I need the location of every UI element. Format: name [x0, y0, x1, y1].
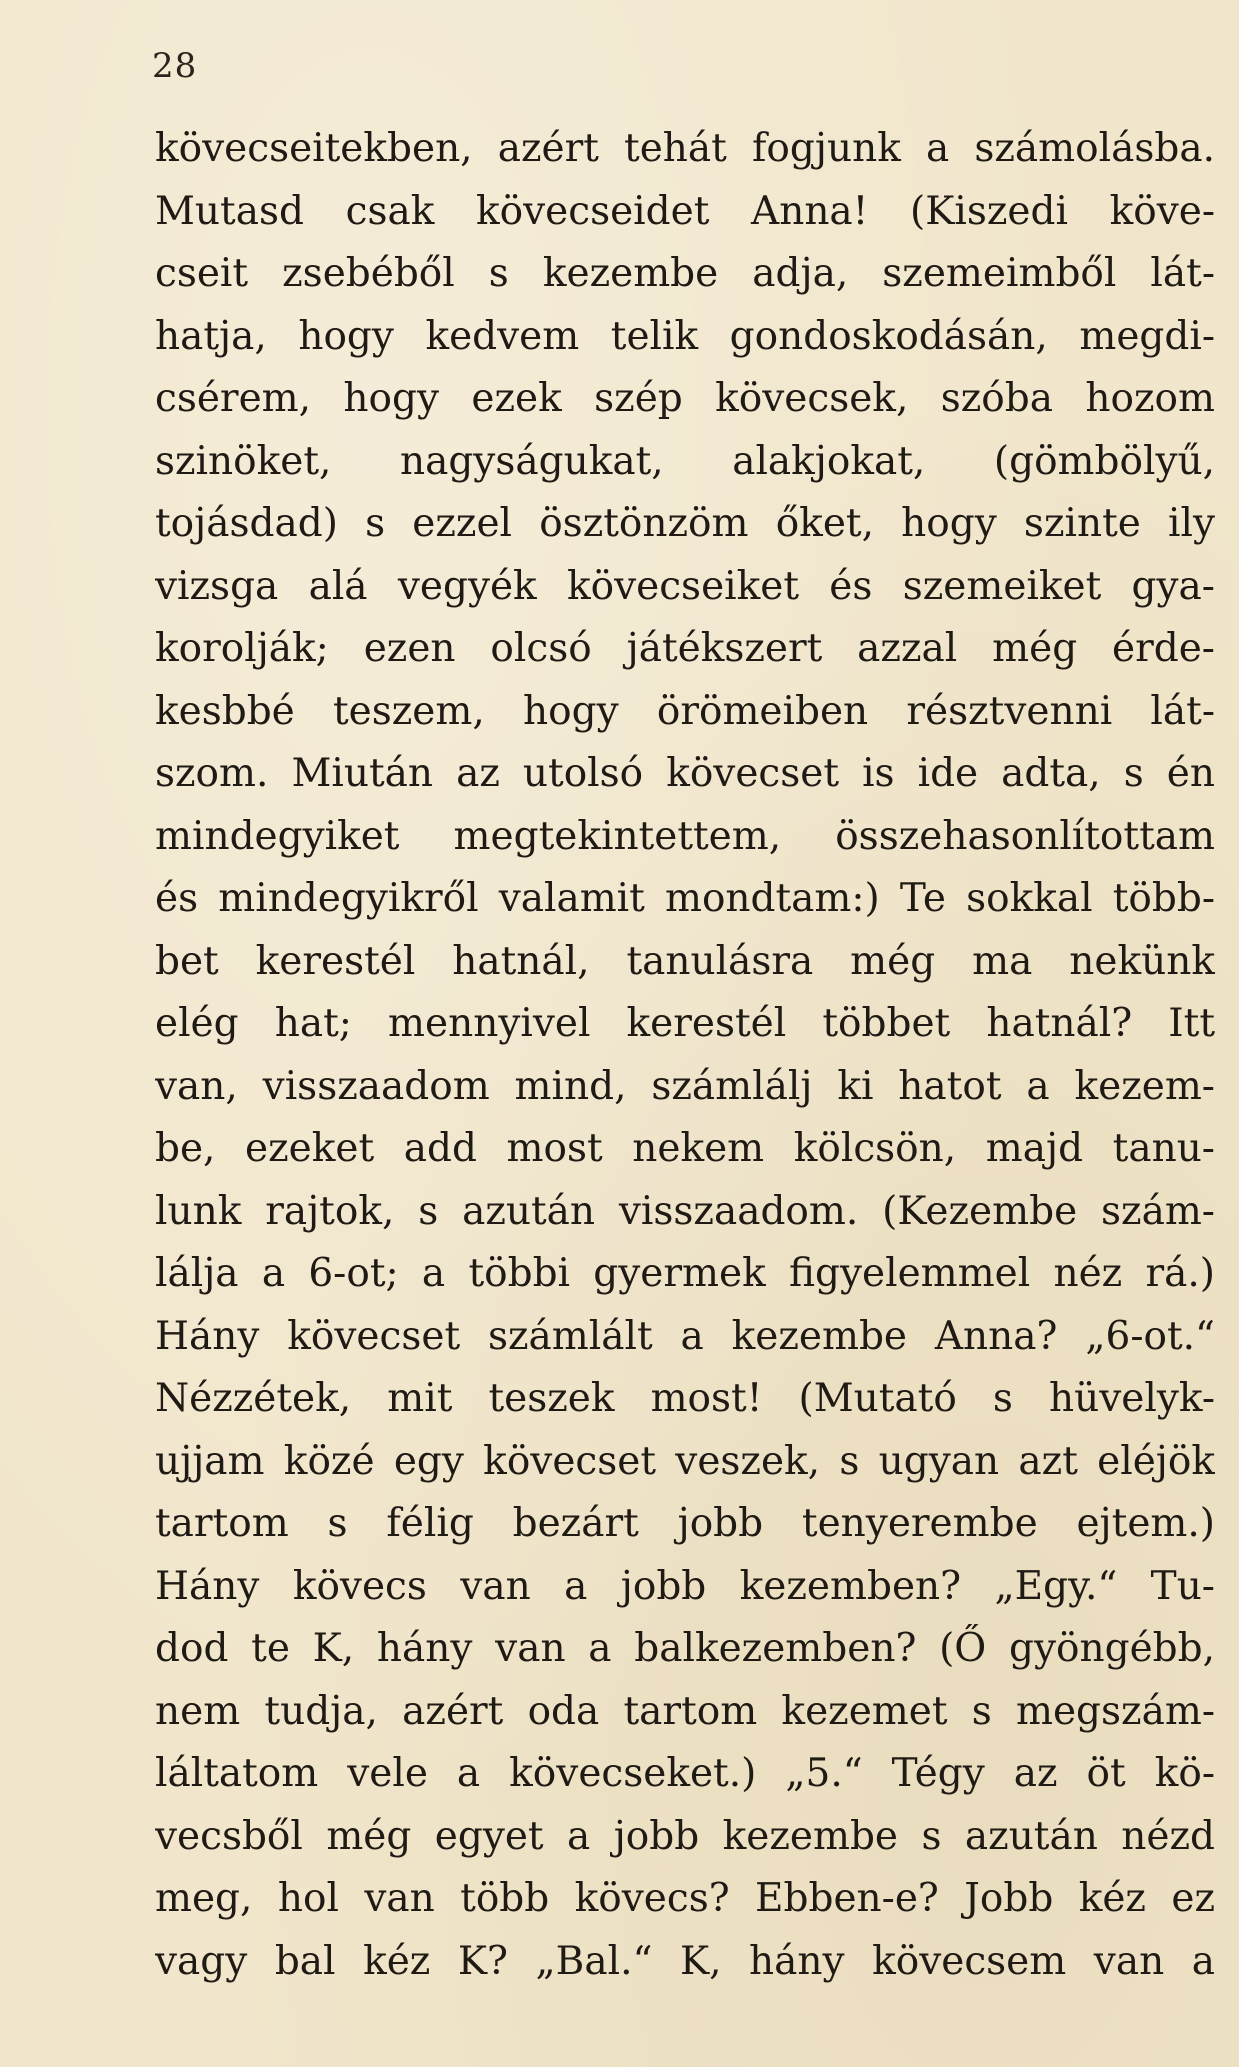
text-line: hatja, hogy kedvem telik gondoskodásán, megdi-: [155, 313, 1215, 359]
text-line: ujjam közé egy kövecset veszek, s ugyan azt eléjök: [155, 1438, 1215, 1484]
text-line: lálja a 6-ot; a többi gyermek figyelemmel néz rá.): [155, 1251, 1215, 1296]
text-line: nem tudja, azért oda tartom kezemet s megszám-: [155, 1688, 1215, 1734]
text-line: kövecseitekben, azért tehát fogjunk a számolásba.: [155, 126, 1215, 171]
text-line: Hány kövecs van a jobb kezemben? „Egy.“ Tu-: [155, 1563, 1215, 1609]
text-line: tojásdad) s ezzel ösztönzöm őket, hogy szinte ily: [155, 501, 1215, 546]
text-line: vecsből még egyet a jobb kezembe s azután nézd: [155, 1813, 1215, 1859]
text-line: Nézzétek, mit teszek most! (Mutató s hüvelyk-: [155, 1376, 1215, 1421]
text-line: dod te K, hány van a balkezemben? (Ő gyöngébb,: [155, 1626, 1215, 1671]
text-line: Mutasd csak kövecseidet Anna! (Kiszedi köve-: [155, 188, 1215, 234]
text-line: és mindegyikről valamit mondtam:) Te sokkal több-: [155, 876, 1215, 921]
text-line: meg, hol van több kövecs? Ebben-e? Jobb kéz ez: [155, 1876, 1215, 1921]
text-line: tartom s félig bezárt jobb tenyerembe ejtem.): [155, 1501, 1215, 1546]
text-line: szom. Miután az utolsó kövecset is ide adta, s én: [155, 751, 1215, 796]
text-line: cseit zsebéből s kezembe adja, szemeimből lát-: [155, 251, 1215, 296]
text-line: lunk rajtok, s azután visszaadom. (Kezembe szám-: [155, 1188, 1215, 1234]
text-line: be, ezeket add most nekem kölcsön, majd tanu-: [155, 1126, 1215, 1171]
text-line: van, visszaadom mind, számlálj ki hatot a kezem-: [155, 1063, 1215, 1109]
text-line: Hány kövecset számlált a kezembe Anna? „6-ot.“: [155, 1313, 1215, 1359]
text-line: szinöket, nagyságukat, alakjokat, (gömbölyű,: [155, 438, 1215, 484]
text-line: láltatom vele a kövecseket.) „5.“ Tégy az öt kö-: [155, 1751, 1215, 1796]
text-line: kesbbé teszem, hogy örömeiben résztvenni lát-: [155, 688, 1215, 734]
text-line: korolják; ezen olcsó játékszert azzal még érde-: [155, 626, 1215, 671]
text-line: csérem, hogy ezek szép kövecsek, szóba hozom: [155, 376, 1215, 421]
page-number: 28: [152, 46, 198, 86]
body-text: [155, 118, 1215, 1993]
text-line: vagy bal kéz K? „Bal.“ K, hány kövecsem van a: [155, 1938, 1215, 1984]
text-line: elég hat; mennyivel kerestél többet hatnál? Itt: [155, 1001, 1215, 1046]
text-line: bet kerestél hatnál, tanulásra még ma nekünk: [155, 938, 1215, 984]
text-line: mindegyiket megtekintettem, összehasonlítottam: [155, 813, 1215, 859]
text-line: vizsga alá vegyék kövecseiket és szemeiket gya-: [155, 563, 1215, 609]
